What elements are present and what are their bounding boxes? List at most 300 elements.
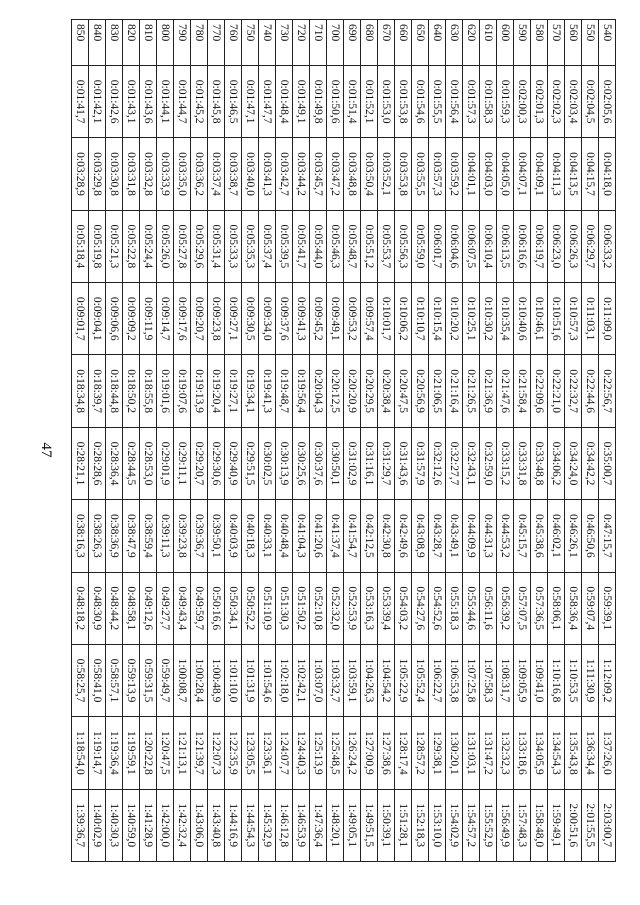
- time-cell: 0:04:05,0: [497, 138, 514, 210]
- time-cell: 0:01:45,2: [191, 66, 208, 138]
- time-cell: 0:05:39,5: [276, 210, 293, 282]
- table-row: [89, 20, 106, 862]
- time-cell: 0:20:12,5: [327, 355, 344, 427]
- time-cell: 0:18:50,2: [123, 355, 140, 427]
- time-cell: 0:19:56,4: [293, 355, 310, 427]
- time-cell: 0:05:41,7: [293, 210, 310, 282]
- time-cell: 1:49:05,1: [344, 789, 361, 861]
- time-cell: 1:09:05,9: [514, 644, 531, 716]
- time-cell: 0:09:57,4: [361, 283, 378, 355]
- time-cell: 0:03:32,8: [140, 138, 157, 210]
- time-cell: 0:05:19,8: [89, 210, 106, 282]
- time-cell: 1:55:52,9: [480, 789, 497, 861]
- time-cell: 0:06:13,5: [497, 210, 514, 282]
- time-cell: 0:39:50,1: [208, 500, 225, 572]
- time-cell: 0:38:16,3: [72, 500, 89, 572]
- time-cell: 0:09:27,1: [225, 283, 242, 355]
- time-cell: 0:49:59,7: [191, 572, 208, 644]
- time-cell: 0:20:29,5: [361, 355, 378, 427]
- time-cell: 0:22:56,7: [599, 355, 616, 427]
- time-cell: 0:02:05,6: [599, 66, 616, 138]
- time-cell: 0:01:42,6: [106, 66, 123, 138]
- time-cell: 0:19:20,4: [208, 355, 225, 427]
- time-cell: 0:03:50,4: [361, 138, 378, 210]
- time-cell: 0:03:31,8: [123, 138, 140, 210]
- time-cell: 0:19:27,1: [225, 355, 242, 427]
- distance-cell: 640: [429, 20, 446, 66]
- time-cell: 1:19:59,1: [123, 717, 140, 789]
- time-cell: 0:01:57,3: [463, 66, 480, 138]
- distance-cell: 540: [599, 20, 616, 66]
- time-cell: 0:49:12,6: [140, 572, 157, 644]
- time-cell: 1:12:09,2: [599, 644, 616, 716]
- time-cell: 0:09:45,2: [310, 283, 327, 355]
- time-cell: 0:11:03,1: [582, 283, 599, 355]
- table-row: [429, 20, 446, 862]
- time-cell: 1:30:20,1: [446, 717, 463, 789]
- time-cell: 0:30:13,9: [276, 427, 293, 499]
- time-cell: 0:51:30,3: [276, 572, 293, 644]
- time-cell: 0:57:36,5: [531, 572, 548, 644]
- time-cell: 0:03:55,5: [412, 138, 429, 210]
- distance-cell: 690: [344, 20, 361, 66]
- time-cell: 0:09:11,9: [140, 283, 157, 355]
- distance-cell: 710: [310, 20, 327, 66]
- time-cell: 0:10:57,3: [565, 283, 582, 355]
- time-cell: 0:10:20,2: [446, 283, 463, 355]
- time-cell: 0:28:44,5: [123, 427, 140, 499]
- distance-cell: 620: [463, 20, 480, 66]
- time-cell: 0:55:18,3: [446, 572, 463, 644]
- time-cell: 0:30:02,5: [259, 427, 276, 499]
- time-cell: 0:18:39,7: [89, 355, 106, 427]
- time-cell: 0:42:49,6: [395, 500, 412, 572]
- time-cell: 1:34:54,3: [548, 717, 565, 789]
- time-cell: 1:45:32,9: [259, 789, 276, 861]
- time-cell: 1:51:28,1: [395, 789, 412, 861]
- time-cell: 0:06:07,5: [463, 210, 480, 282]
- time-cell: 0:06:10,4: [480, 210, 497, 282]
- time-cell: 0:10:15,4: [429, 283, 446, 355]
- time-cell: 0:29:40,9: [225, 427, 242, 499]
- distance-cell: 760: [225, 20, 242, 66]
- time-cell: 0:45:38,6: [531, 500, 548, 572]
- time-cell: 0:05:33,3: [225, 210, 242, 282]
- time-cell: 1:21:39,7: [191, 717, 208, 789]
- time-cell: 1:00:48,9: [208, 644, 225, 716]
- time-cell: 0:40:48,4: [276, 500, 293, 572]
- time-cell: 0:01:51,4: [344, 66, 361, 138]
- time-cell: 0:04:11,3: [548, 138, 565, 210]
- time-cell: 0:18:55,8: [140, 355, 157, 427]
- time-cell: 0:54:52,6: [429, 572, 446, 644]
- time-cell: 0:10:06,2: [395, 283, 412, 355]
- time-cell: 1:23:05,5: [242, 717, 259, 789]
- time-cell: 1:05:22,9: [395, 644, 412, 716]
- time-cell: 1:03:07,0: [310, 644, 327, 716]
- time-cell: 0:09:34,0: [259, 283, 276, 355]
- time-cell: 2:01:55,5: [582, 789, 599, 861]
- time-cell: 0:09:01,7: [72, 283, 89, 355]
- time-cell: 0:11:09,0: [599, 283, 616, 355]
- time-cell: 0:40:03,9: [225, 500, 242, 572]
- time-cell: 0:01:52,1: [361, 66, 378, 138]
- time-cell: 0:58:25,7: [72, 644, 89, 716]
- time-cell: 0:52:53,9: [344, 572, 361, 644]
- time-cell: 0:05:22,8: [123, 210, 140, 282]
- time-cell: 1:29:38,1: [429, 717, 446, 789]
- time-cell: 0:04:09,1: [531, 138, 548, 210]
- time-cell: 0:29:01,9: [157, 427, 174, 499]
- time-cell: 0:35:00,7: [599, 427, 616, 499]
- times-table: [71, 19, 616, 862]
- table-row: [497, 20, 514, 862]
- time-cell: 0:54:03,2: [395, 572, 412, 644]
- time-cell: 0:02:02,3: [548, 66, 565, 138]
- time-cell: 1:03:59,1: [344, 644, 361, 716]
- time-cell: 0:02:00,3: [514, 66, 531, 138]
- time-cell: 0:09:17,6: [174, 283, 191, 355]
- time-cell: 1:41:28,9: [140, 789, 157, 861]
- time-cell: 0:29:20,7: [191, 427, 208, 499]
- time-cell: 0:34:24,0: [565, 427, 582, 499]
- time-cell: 0:09:09,2: [123, 283, 140, 355]
- table-row: [378, 20, 395, 862]
- time-cell: 0:01:55,5: [429, 66, 446, 138]
- time-cell: 0:09:49,1: [327, 283, 344, 355]
- distance-cell: 660: [395, 20, 412, 66]
- time-cell: 1:09:41,0: [531, 644, 548, 716]
- time-cell: 0:21:26,5: [463, 355, 480, 427]
- time-cell: 0:31:29,7: [378, 427, 395, 499]
- time-cell: 0:03:57,3: [429, 138, 446, 210]
- time-cell: 0:42:12,5: [361, 500, 378, 572]
- time-cell: 0:10:01,7: [378, 283, 395, 355]
- time-cell: 0:38:47,9: [123, 500, 140, 572]
- page-number: 47: [38, 442, 54, 458]
- time-cell: 1:19:14,7: [89, 717, 106, 789]
- time-cell: 0:10:10,7: [412, 283, 429, 355]
- time-cell: 0:19:13,9: [191, 355, 208, 427]
- time-cell: 0:03:38,7: [225, 138, 242, 210]
- time-cell: 1:27:00,9: [361, 717, 378, 789]
- time-cell: 0:19:01,6: [157, 355, 174, 427]
- time-cell: 0:33:48,8: [531, 427, 548, 499]
- distance-cell: 750: [242, 20, 259, 66]
- time-cell: 0:01:43,6: [140, 66, 157, 138]
- time-cell: 0:05:31,4: [208, 210, 225, 282]
- time-cell: 1:19:36,4: [106, 717, 123, 789]
- time-cell: 1:06:53,8: [446, 644, 463, 716]
- distance-cell: 820: [123, 20, 140, 66]
- time-cell: 0:41:54,7: [344, 500, 361, 572]
- distance-cell: 600: [497, 20, 514, 66]
- time-cell: 0:42:30,8: [378, 500, 395, 572]
- time-cell: 0:01:42,1: [89, 66, 106, 138]
- table-row: [514, 20, 531, 862]
- time-cell: 0:04:15,7: [582, 138, 599, 210]
- table-row: [463, 20, 480, 862]
- time-cell: 0:09:41,3: [293, 283, 310, 355]
- table-row: [123, 20, 140, 862]
- time-cell: 0:01:56,4: [446, 66, 463, 138]
- time-cell: 1:40:30,3: [106, 789, 123, 861]
- time-cell: 0:05:44,0: [310, 210, 327, 282]
- time-cell: 0:05:51,2: [361, 210, 378, 282]
- time-cell: 0:10:35,4: [497, 283, 514, 355]
- time-cell: 0:02:04,5: [582, 66, 599, 138]
- time-cell: 0:43:49,1: [446, 500, 463, 572]
- time-cell: 0:03:45,7: [310, 138, 327, 210]
- time-cell: 0:01:49,1: [293, 66, 310, 138]
- distance-cell: 770: [208, 20, 225, 66]
- time-cell: 0:09:30,5: [242, 283, 259, 355]
- time-cell: 1:01:10,0: [225, 644, 242, 716]
- time-cell: 0:28:28,6: [89, 427, 106, 499]
- time-cell: 1:46:12,8: [276, 789, 293, 861]
- time-cell: 2:00:51,6: [565, 789, 582, 861]
- table-row: [157, 20, 174, 862]
- table-row: [106, 20, 123, 862]
- time-cell: 0:55:44,6: [463, 572, 480, 644]
- time-cell: 0:06:19,7: [531, 210, 548, 282]
- time-cell: 0:03:42,7: [276, 138, 293, 210]
- time-cell: 0:30:37,6: [310, 427, 327, 499]
- distance-cell: 550: [582, 20, 599, 66]
- time-cell: 1:42:32,4: [174, 789, 191, 861]
- time-cell: 1:58:48,0: [531, 789, 548, 861]
- table-row: [531, 20, 548, 862]
- time-cell: 1:57:48,3: [514, 789, 531, 861]
- time-cell: 1:03:32,7: [327, 644, 344, 716]
- time-cell: 0:05:26,0: [157, 210, 174, 282]
- time-cell: 0:05:56,3: [395, 210, 412, 282]
- time-cell: 1:32:32,3: [497, 717, 514, 789]
- time-cell: 1:07:58,3: [480, 644, 497, 716]
- time-cell: 0:31:43,6: [395, 427, 412, 499]
- time-cell: 1:34:05,9: [531, 717, 548, 789]
- time-cell: 0:30:25,6: [293, 427, 310, 499]
- time-cell: 0:01:54,6: [412, 66, 429, 138]
- time-cell: 0:22:44,6: [582, 355, 599, 427]
- time-cell: 0:06:33,2: [599, 210, 616, 282]
- time-cell: 0:28:36,4: [106, 427, 123, 499]
- time-cell: 0:39:23,8: [174, 500, 191, 572]
- time-cell: 1:10:16,8: [548, 644, 565, 716]
- time-cell: 1:04:54,2: [378, 644, 395, 716]
- time-cell: 0:01:47,7: [259, 66, 276, 138]
- time-cell: 0:32:27,7: [446, 427, 463, 499]
- time-cell: 0:43:08,9: [412, 500, 429, 572]
- time-cell: 0:48:58,1: [123, 572, 140, 644]
- time-cell: 1:26:24,2: [344, 717, 361, 789]
- time-cell: 0:09:04,1: [89, 283, 106, 355]
- time-cell: 0:03:35,0: [174, 138, 191, 210]
- time-cell: 1:50:39,1: [378, 789, 395, 861]
- time-cell: 0:01:45,8: [208, 66, 225, 138]
- distance-cell: 730: [276, 20, 293, 66]
- table-row: [225, 20, 242, 862]
- time-cell: 1:44:54,3: [242, 789, 259, 861]
- time-cell: 1:56:49,9: [497, 789, 514, 861]
- time-cell: 1:28:57,2: [412, 717, 429, 789]
- time-cell: 0:09:53,2: [344, 283, 361, 355]
- time-cell: 1:28:17,4: [395, 717, 412, 789]
- distance-cell: 610: [480, 20, 497, 66]
- time-cell: 0:49:43,4: [174, 572, 191, 644]
- time-cell: 0:09:37,6: [276, 283, 293, 355]
- time-cell: 0:20:47,5: [395, 355, 412, 427]
- time-cell: 1:35:43,8: [565, 717, 582, 789]
- time-cell: 0:01:53,0: [378, 66, 395, 138]
- time-cell: 0:04:18,0: [599, 138, 616, 210]
- time-cell: 0:03:59,2: [446, 138, 463, 210]
- time-cell: 1:04:26,3: [361, 644, 378, 716]
- time-cell: 0:01:50,6: [327, 66, 344, 138]
- time-cell: 1:00:08,7: [174, 644, 191, 716]
- distance-cell: 780: [191, 20, 208, 66]
- time-cell: 1:10:53,5: [565, 644, 582, 716]
- distance-cell: 560: [565, 20, 582, 66]
- time-cell: 0:09:14,7: [157, 283, 174, 355]
- time-cell: 0:21:58,4: [514, 355, 531, 427]
- time-cell: 0:22:21,0: [548, 355, 565, 427]
- time-cell: 0:01:46,5: [225, 66, 242, 138]
- time-cell: 1:18:54,0: [72, 717, 89, 789]
- time-cell: 0:56:39,2: [497, 572, 514, 644]
- time-cell: 0:50:52,2: [242, 572, 259, 644]
- time-cell: 0:38:36,9: [106, 500, 123, 572]
- distance-cell: 840: [89, 20, 106, 66]
- time-cell: 0:47:15,7: [599, 500, 616, 572]
- time-cell: 0:10:51,6: [548, 283, 565, 355]
- table-row: [480, 20, 497, 862]
- time-cell: 0:59:07,4: [582, 572, 599, 644]
- time-cell: 0:38:26,3: [89, 500, 106, 572]
- time-cell: 1:43:40,8: [208, 789, 225, 861]
- time-cell: 0:48:30,9: [89, 572, 106, 644]
- time-cell: 0:03:28,9: [72, 138, 89, 210]
- time-cell: 1:21:13,1: [174, 717, 191, 789]
- table-row: [191, 20, 208, 862]
- time-cell: 0:58:36,4: [565, 572, 582, 644]
- time-cell: 1:24:07,7: [276, 717, 293, 789]
- time-cell: 1:05:52,4: [412, 644, 429, 716]
- time-cell: 1:43:06,0: [191, 789, 208, 861]
- time-cell: 0:52:32,0: [327, 572, 344, 644]
- time-cell: 0:50:34,1: [225, 572, 242, 644]
- time-cell: 0:39:36,7: [191, 500, 208, 572]
- time-cell: 2:03:00,7: [599, 789, 616, 861]
- time-cell: 0:33:31,8: [514, 427, 531, 499]
- distance-cell: 720: [293, 20, 310, 66]
- time-cell: 1:07:25,8: [463, 644, 480, 716]
- time-cell: 0:54:27,6: [412, 572, 429, 644]
- table-row: [72, 20, 89, 862]
- time-cell: 0:01:53,8: [395, 66, 412, 138]
- table-row: [395, 20, 412, 862]
- time-cell: 0:05:27,8: [174, 210, 191, 282]
- distance-cell: 850: [72, 20, 89, 66]
- time-cell: 0:05:48,7: [344, 210, 361, 282]
- distance-cell: 630: [446, 20, 463, 66]
- time-cell: 0:44:09,9: [463, 500, 480, 572]
- time-cell: 0:10:30,2: [480, 283, 497, 355]
- time-cell: 0:49:27,7: [157, 572, 174, 644]
- time-cell: 0:46:50,6: [582, 500, 599, 572]
- time-cell: 0:56:11,6: [480, 572, 497, 644]
- time-cell: 0:41:04,3: [293, 500, 310, 572]
- time-cell: 0:57:07,5: [514, 572, 531, 644]
- time-cell: 0:21:16,4: [446, 355, 463, 427]
- time-cell: 0:53:16,3: [361, 572, 378, 644]
- time-cell: 0:01:43,1: [123, 66, 140, 138]
- time-cell: 0:03:48,8: [344, 138, 361, 210]
- distance-cell: 570: [548, 20, 565, 66]
- table-row: [293, 20, 310, 862]
- time-cell: 0:01:44,1: [157, 66, 174, 138]
- time-cell: 1:54:57,2: [463, 789, 480, 861]
- time-cell: 1:00:28,4: [191, 644, 208, 716]
- time-cell: 0:34:06,2: [548, 427, 565, 499]
- time-cell: 0:29:30,6: [208, 427, 225, 499]
- time-cell: 0:09:20,7: [191, 283, 208, 355]
- time-cell: 1:40:59,0: [123, 789, 140, 861]
- time-cell: 1:01:31,9: [242, 644, 259, 716]
- time-cell: 0:40:18,3: [242, 500, 259, 572]
- time-cell: 0:04:13,5: [565, 138, 582, 210]
- time-cell: 1:01:54,6: [259, 644, 276, 716]
- time-cell: 0:03:40,0: [242, 138, 259, 210]
- time-cell: 1:20:47,5: [157, 717, 174, 789]
- time-cell: 0:05:35,3: [242, 210, 259, 282]
- time-cell: 0:19:41,3: [259, 355, 276, 427]
- distance-cell: 680: [361, 20, 378, 66]
- time-cell: 0:59:49,7: [157, 644, 174, 716]
- time-cell: 0:20:56,9: [412, 355, 429, 427]
- time-cell: 1:33:18,6: [514, 717, 531, 789]
- time-cell: 0:03:44,2: [293, 138, 310, 210]
- time-cell: 1:31:47,2: [480, 717, 497, 789]
- time-cell: 1:31:03,1: [463, 717, 480, 789]
- time-cell: 0:01:47,1: [242, 66, 259, 138]
- time-cell: 0:03:29,8: [89, 138, 106, 210]
- time-cell: 1:24:40,3: [293, 717, 310, 789]
- table-row: [412, 20, 429, 862]
- time-cell: 1:25:13,9: [310, 717, 327, 789]
- table-row: [565, 20, 582, 862]
- distance-cell: 830: [106, 20, 123, 66]
- time-cell: 0:59:31,5: [140, 644, 157, 716]
- time-cell: 0:06:23,0: [548, 210, 565, 282]
- table-row: [310, 20, 327, 862]
- distance-cell: 650: [412, 20, 429, 66]
- time-cell: 0:44:31,3: [480, 500, 497, 572]
- distance-cell: 740: [259, 20, 276, 66]
- time-cell: 0:41:20,6: [310, 500, 327, 572]
- time-cell: 1:53:10,0: [429, 789, 446, 861]
- time-cell: 0:01:48,4: [276, 66, 293, 138]
- time-cell: 0:59:39,1: [599, 572, 616, 644]
- time-cell: 1:06:22,7: [429, 644, 446, 716]
- time-cell: 1:52:18,3: [412, 789, 429, 861]
- time-cell: 0:22:32,7: [565, 355, 582, 427]
- time-cell: 0:51:10,9: [259, 572, 276, 644]
- time-cell: 0:19:34,1: [242, 355, 259, 427]
- time-cell: 1:59:49,1: [548, 789, 565, 861]
- time-cell: 0:52:10,8: [310, 572, 327, 644]
- time-cell: 0:46:02,1: [548, 500, 565, 572]
